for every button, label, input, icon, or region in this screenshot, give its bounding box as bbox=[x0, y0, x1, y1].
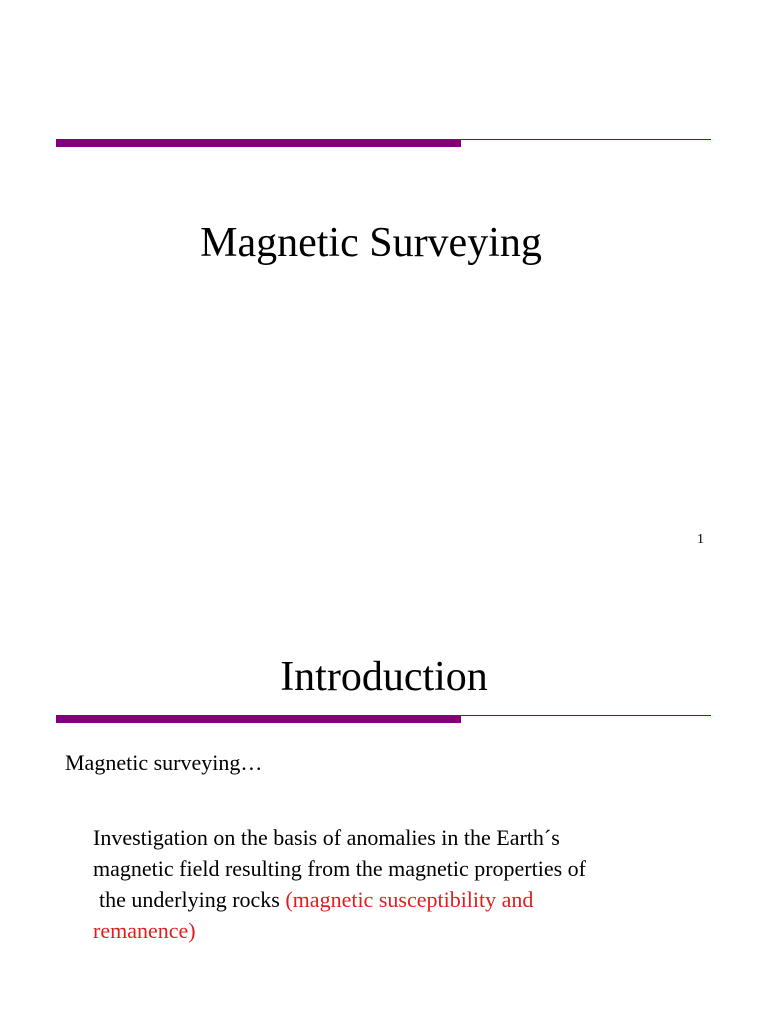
highlighted-text: remanence) bbox=[93, 918, 196, 943]
body-line bbox=[93, 884, 733, 915]
title-rule-thin bbox=[461, 139, 711, 140]
slide-number: 1 bbox=[697, 532, 704, 547]
title-rule-thick bbox=[56, 715, 461, 723]
body-line: magnetic field resulting from the magnetic properties of bbox=[93, 856, 587, 881]
body-line: Investigation on the basis of anomalies in the Earth´s bbox=[93, 825, 560, 850]
lead-paragraph: Magnetic surveying… bbox=[65, 750, 263, 775]
highlighted-text: (magnetic susceptibility and bbox=[285, 887, 534, 912]
body-text: the underlying rocks bbox=[99, 887, 286, 912]
title-rule-thin bbox=[461, 715, 711, 716]
body-paragraph bbox=[93, 822, 733, 946]
title-rule-thick bbox=[56, 139, 461, 147]
slide-title: Introduction bbox=[280, 654, 488, 700]
slide-title: Magnetic Surveying bbox=[200, 220, 542, 266]
